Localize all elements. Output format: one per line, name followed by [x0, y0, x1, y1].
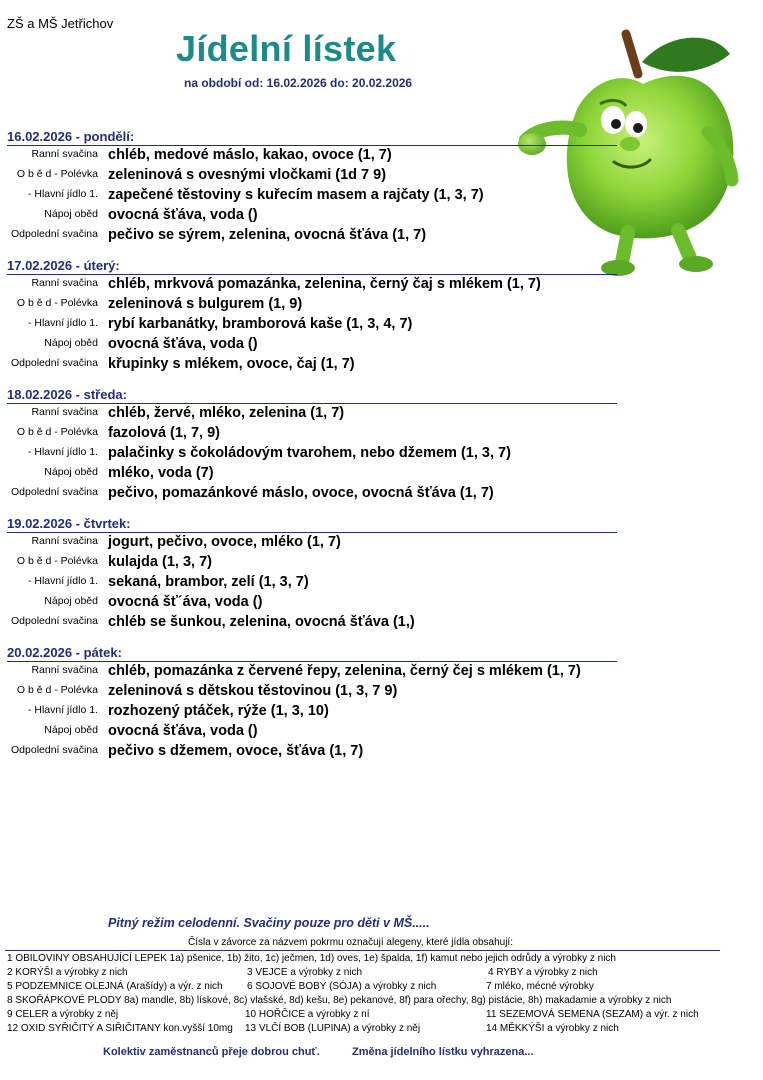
allergen-item: 3 VEJCE a výrobky z nich: [247, 967, 363, 978]
meal-dish: sekaná, brambor, zelí (1, 3, 7): [108, 574, 309, 590]
day-thursday: [7, 516, 617, 633]
meal-dish: křupinky s mlékem, ovoce, čaj (1, 7): [108, 356, 355, 372]
meal-dish: kulajda (1, 3, 7): [108, 554, 212, 570]
allergen-item: 14 MĚKKÝŠI a výrobky z nich: [486, 1023, 619, 1034]
footer-divider: [5, 950, 720, 951]
allergen-item: 6 SOJOVÉ BOBY (SÓJA) a výrobky z nich: [247, 981, 437, 992]
meal-row-ranni: [7, 662, 617, 682]
allergen-row: [0, 1022, 763, 1036]
meal-dish: mléko, voda (7): [108, 465, 214, 481]
day-heading: 17.02.2026 - úterý:: [7, 258, 617, 275]
allergen-note: Čísla v závorce za názvem pokrmu označují alegeny, které jídla obsahují:: [188, 937, 513, 948]
meal-dish: pečivo s džemem, ovoce, šťáva (1, 7): [108, 743, 364, 759]
meal-label: O b ě d - Polévka: [16, 168, 98, 180]
day-friday: [7, 645, 617, 762]
allergen-item: 12 OXID SYŘIČITÝ A SIŘIČITANY kon.vyšší 10mg: [7, 1023, 233, 1034]
allergen-list: [0, 952, 763, 1036]
allergen-item: 13 VLČÍ BOB (LUPINA) a výrobky z něj: [245, 1023, 421, 1034]
menu-period: na období od: 16.02.2026 do: 20.02.2026: [184, 76, 413, 90]
meal-label: Ranní svačina: [31, 406, 98, 418]
day-heading: 18.02.2026 - středa:: [7, 387, 617, 404]
day-wednesday: [7, 387, 617, 504]
meal-label: Ranní svačina: [31, 535, 98, 547]
meal-dish: rybí karbanátky, bramborová kaše (1, 3, 4, 7): [108, 316, 413, 332]
meal-row-ranni: [7, 146, 617, 166]
meal-label: - Hlavní jídlo 1.: [27, 188, 98, 200]
meal-label: Odpolední svačina: [11, 357, 98, 369]
meal-label: Nápoj oběd: [44, 466, 98, 478]
allergen-item: 8 SKOŘÁPKOVÉ PLODY 8a) mandle, 8b) lískové, 8c) vlašské, 8d) kešu, 8e) pekanové, 8f) para ořechy, 8g) pistácie, 8h) makadamie a výrobky z nich: [7, 995, 672, 1006]
meal-row-odpoledni: [7, 613, 617, 633]
meal-row-polevka: [7, 424, 617, 444]
meal-label: Odpolední svačina: [11, 228, 98, 240]
meal-row-napoj: [7, 593, 617, 613]
meal-label: O b ě d - Polévka: [16, 297, 98, 309]
meal-dish: zapečené těstoviny s kuřecím masem a rajčaty (1, 3, 7): [108, 187, 484, 203]
meal-row-napoj: [7, 464, 617, 484]
meal-row-hlavni: [7, 444, 617, 464]
meal-row-polevka: [7, 553, 617, 573]
meal-dish: fazolová (1, 7, 9): [108, 425, 221, 441]
day-tuesday: [7, 258, 617, 375]
meal-label: O b ě d - Polévka: [16, 555, 98, 567]
meal-row-hlavni: [7, 702, 617, 722]
meal-label: O b ě d - Polévka: [16, 684, 98, 696]
meal-label: Ranní svačina: [31, 664, 98, 676]
meal-label: Odpolední svačina: [11, 486, 98, 498]
meal-dish: ovocná šť´áva, voda (): [108, 594, 263, 610]
meal-label: - Hlavní jídlo 1.: [27, 446, 98, 458]
meal-row-hlavni: [7, 315, 617, 335]
meal-label: Odpolední svačina: [11, 615, 98, 627]
day-heading: 16.02.2026 - pondělí:: [7, 129, 617, 146]
meal-row-napoj: [7, 206, 617, 226]
meal-label: Odpolední svačina: [11, 744, 98, 756]
allergen-row: [0, 966, 763, 980]
allergen-item: 7 mléko, mécné výrobky: [486, 981, 594, 992]
meal-row-odpoledni: [7, 484, 617, 504]
meal-row-ranni: [7, 404, 617, 424]
day-monday: [7, 129, 617, 246]
allergen-item: 5 PODZEMNICE OLEJNÁ (Arašídy) a výr. z nich: [7, 981, 223, 992]
allergen-row: [0, 980, 763, 994]
meal-row-polevka: [7, 682, 617, 702]
meal-label: - Hlavní jídlo 1.: [27, 317, 98, 329]
meal-dish: zeleninová s ovesnými vločkami (1d 7 9): [108, 167, 387, 183]
meal-dish: pečivo, pomazánkové máslo, ovoce, ovocná šťáva (1, 7): [108, 485, 494, 501]
allergen-row: [0, 994, 763, 1008]
meal-label: Nápoj oběd: [44, 595, 98, 607]
meal-dish: ovocná šťáva, voda (): [108, 336, 258, 352]
meal-label: O b ě d - Polévka: [16, 426, 98, 438]
meal-label: Nápoj oběd: [44, 337, 98, 349]
meal-dish: rozhozený ptáček, rýže (1, 3, 10): [108, 703, 329, 719]
meal-dish: zeleninová s bulgurem (1, 9): [108, 296, 303, 312]
meal-dish: jogurt, pečivo, ovoce, mléko (1, 7): [108, 534, 341, 550]
meal-dish: chléb, pomazánka z červené řepy, zelenina, černý čej s mlékem (1, 7): [108, 663, 581, 679]
change-disclaimer: Změna jídelního lístku vyhrazena...: [352, 1046, 534, 1058]
meal-row-odpoledni: [7, 742, 617, 762]
meal-dish: chléb, medové máslo, kakao, ovoce (1, 7): [108, 147, 392, 163]
drink-regime-note: Pitný režim celodenní. Svačiny pouze pro děti v MŠ.....: [108, 916, 430, 930]
meal-label: - Hlavní jídlo 1.: [27, 704, 98, 716]
meal-label: Ranní svačina: [31, 277, 98, 289]
meal-dish: pečivo se sýrem, zelenina, ovocná šťáva (1, 7): [108, 227, 427, 243]
meal-row-hlavni: [7, 186, 617, 206]
meal-row-napoj: [7, 335, 617, 355]
meal-dish: chléb, žervé, mléko, zelenina (1, 7): [108, 405, 345, 421]
allergen-item: 1 OBILOVINY OBSAHUJÍCÍ LEPEK 1a) pšenice, 1b) žito, 1c) ječmen, 1d) oves, 1e) špalda, 1f) kamut nebo jejich odrůdy a výrobky z nich: [7, 953, 616, 964]
meal-row-hlavni: [7, 573, 617, 593]
allergen-item: 9 CELER a výrobky z něj: [7, 1009, 119, 1020]
meal-row-polevka: [7, 166, 617, 186]
allergen-item: 11 SEZEMOVÁ SEMENA (SEZAM) a výr. z nich: [486, 1009, 699, 1020]
closing-greeting: Kolektiv zaměstnanců přeje dobrou chuť.: [103, 1046, 320, 1058]
page-title: Jídelní lístek: [176, 28, 397, 69]
meal-dish: zeleninová s dětskou těstovinou (1, 3, 7 9): [108, 683, 398, 699]
allergen-row: [0, 952, 763, 966]
meal-row-polevka: [7, 295, 617, 315]
meal-label: Nápoj oběd: [44, 208, 98, 220]
day-heading: 19.02.2026 - čtvrtek:: [7, 516, 617, 533]
allergen-item: 10 HOŘČICE a výrobky z ní: [245, 1009, 370, 1020]
school-name: ZŠ a MŠ Jetřichov: [7, 16, 114, 31]
meal-dish: ovocná šťáva, voda (): [108, 723, 258, 739]
allergen-item: 2 KORÝŠI a výrobky z nich: [7, 967, 128, 978]
meal-row-ranni: [7, 533, 617, 553]
meal-label: - Hlavní jídlo 1.: [27, 575, 98, 587]
meal-row-napoj: [7, 722, 617, 742]
meal-row-ranni: [7, 275, 617, 295]
day-heading: 20.02.2026 - pátek:: [7, 645, 617, 662]
meal-label: Nápoj oběd: [44, 724, 98, 736]
meal-label: Ranní svačina: [31, 148, 98, 160]
meal-dish: chléb se šunkou, zelenina, ovocná šťáva (1,): [108, 614, 415, 630]
meal-row-odpoledni: [7, 226, 617, 246]
meal-dish: palačinky s čokoládovým tvarohem, nebo džemem (1, 3, 7): [108, 445, 511, 461]
allergen-row: [0, 1008, 763, 1022]
meal-dish: ovocná šťáva, voda (): [108, 207, 258, 223]
allergen-item: 4 RYBY a výrobky z nich: [488, 967, 598, 978]
meal-row-odpoledni: [7, 355, 617, 375]
meal-dish: chléb, mrkvová pomazánka, zelenina, černý čaj s mlékem (1, 7): [108, 276, 541, 292]
